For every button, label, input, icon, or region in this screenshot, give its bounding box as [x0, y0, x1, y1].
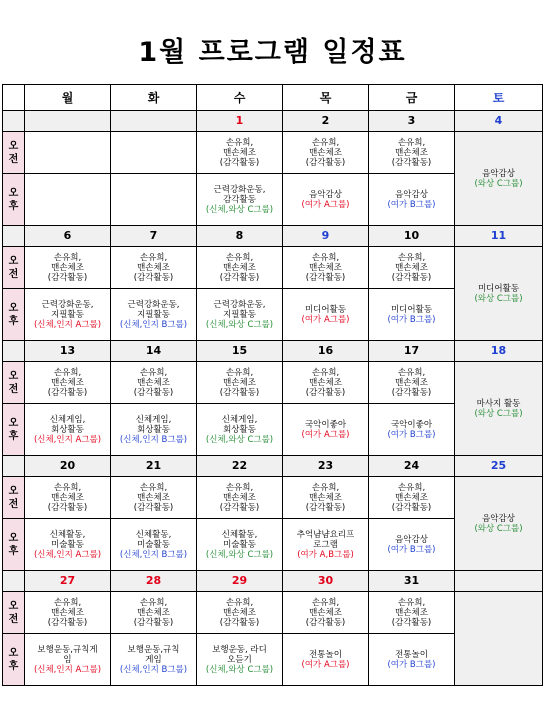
pm-activity-cell [283, 404, 369, 456]
activity-line: (감각활동) [219, 272, 260, 283]
am-activity-cell [111, 592, 197, 634]
activity-line: 음악감상 [395, 534, 428, 545]
am-activity-cell [111, 477, 197, 519]
am-activity-cell [197, 132, 283, 174]
time-label-char: 오 [8, 647, 19, 659]
activity-line: 손유희, [225, 597, 254, 608]
am-activity-cell [369, 132, 455, 174]
date-cell: 30 [283, 571, 369, 592]
time-label-char: 오 [8, 187, 19, 199]
activity-line: (감각활동) [391, 387, 432, 398]
am-row [3, 592, 543, 634]
group-label: (신체,와상 C그룹) [205, 434, 274, 445]
activity-line: (감각활동) [219, 157, 260, 168]
activity-line: 손유희, [225, 137, 254, 148]
empty-cell [455, 592, 543, 686]
time-label-char: 오 [8, 370, 19, 382]
activity-line: 신체활동, [221, 529, 258, 540]
activity-line: 맨손체조 [395, 492, 428, 503]
date-cell: 13 [25, 341, 111, 362]
am-activity-cell [369, 592, 455, 634]
date-label-cell [3, 571, 25, 592]
activity-line: 보행운동,규칙게 [37, 644, 98, 655]
activity-line: (감각활동) [219, 617, 260, 628]
date-cell: 31 [369, 571, 455, 592]
activity-line: 미디어활동 [390, 304, 433, 315]
activity-line: 맨손체조 [137, 377, 170, 388]
group-label: (신체,와상 C그룹) [205, 664, 274, 675]
activity-line: 손유희, [139, 252, 168, 263]
activity-line: 회상활동 [51, 424, 84, 435]
schedule-table [2, 84, 543, 686]
activity-line: 신체게임, [49, 414, 86, 425]
am-row [3, 132, 543, 174]
activity-line: 마사지 활동 [476, 398, 521, 409]
group-label: (여가 A그룹) [301, 429, 350, 440]
activity-line: 전통놀이 [309, 649, 342, 660]
pm-label [3, 174, 25, 226]
week-date-row [3, 111, 543, 132]
day-header: 월 [25, 85, 111, 111]
group-label: (여가 B그룹) [387, 429, 436, 440]
week-date-row [3, 341, 543, 362]
pm-activity-cell [111, 289, 197, 341]
activity-line: (감각활동) [391, 157, 432, 168]
group-label: (와상 C그룹) [474, 293, 523, 304]
time-label-char: 후 [8, 545, 19, 557]
activity-line: 맨손체조 [51, 607, 84, 618]
activity-line: 맨손체조 [309, 607, 342, 618]
group-label: (와상 C그룹) [474, 408, 523, 419]
week-date-row [3, 226, 543, 247]
activity-line: 게임 [145, 654, 162, 665]
activity-line: 손유희, [311, 597, 340, 608]
activity-line: 맨손체조 [309, 262, 342, 273]
date-label-cell [3, 226, 25, 247]
empty-cell [111, 174, 197, 226]
group-label: (여가 A그룹) [301, 659, 350, 670]
activity-line: 손유희, [225, 252, 254, 263]
week-date-row [3, 571, 543, 592]
date-label-cell [3, 341, 25, 362]
activity-line: 맨손체조 [51, 262, 84, 273]
am-label [3, 362, 25, 404]
activity-line: 손유희, [225, 482, 254, 493]
activity-line: (감각활동) [305, 157, 346, 168]
group-label: (여가 B그룹) [387, 544, 436, 555]
pm-activity-cell [111, 634, 197, 686]
activity-line: (감각활동) [391, 502, 432, 513]
group-label: (신체,인지 A그룹) [33, 319, 102, 330]
activity-line: 근력강화운동, [41, 299, 94, 310]
day-header: 목 [283, 85, 369, 111]
activity-line: 손유희, [311, 137, 340, 148]
am-row [3, 477, 543, 519]
pm-activity-cell [197, 634, 283, 686]
pm-activity-cell [25, 519, 111, 571]
am-activity-cell [111, 247, 197, 289]
activity-line: 임 [63, 654, 72, 665]
time-label-char: 전 [8, 268, 19, 280]
date-cell: 22 [197, 456, 283, 477]
am-row [3, 362, 543, 404]
am-label [3, 477, 25, 519]
pm-label [3, 404, 25, 456]
pm-activity-cell [369, 519, 455, 571]
activity-line: (감각활동) [219, 387, 260, 398]
activity-line: 손유희, [397, 367, 426, 378]
activity-line: 맨손체조 [395, 377, 428, 388]
activity-line: 손유희, [397, 137, 426, 148]
time-label-char: 후 [8, 430, 19, 442]
activity-line: (감각활동) [305, 617, 346, 628]
activity-line: (감각활동) [219, 502, 260, 513]
date-cell: 18 [455, 341, 543, 362]
date-cell: 16 [283, 341, 369, 362]
activity-line: 미술활동 [51, 539, 84, 550]
activity-line: (감각활동) [133, 502, 174, 513]
time-label-char: 후 [8, 315, 19, 327]
date-cell: 24 [369, 456, 455, 477]
pm-activity-cell [197, 519, 283, 571]
date-cell: 10 [369, 226, 455, 247]
activity-line: (감각활동) [305, 387, 346, 398]
activity-line: (감각활동) [391, 617, 432, 628]
saturday-activity-cell [455, 477, 543, 571]
time-label-char: 전 [8, 498, 19, 510]
date-label-cell [3, 111, 25, 132]
activity-line: 맨손체조 [137, 607, 170, 618]
page-title: 1월 프로그램 일정표 [138, 37, 407, 68]
activity-line: 맨손체조 [223, 377, 256, 388]
pm-activity-cell [111, 519, 197, 571]
date-cell [25, 111, 111, 132]
activity-line: 근력강화운동, [213, 299, 266, 310]
pm-activity-cell [25, 634, 111, 686]
group-label: (신체,와상 C그룹) [205, 204, 274, 215]
pm-label [3, 519, 25, 571]
pm-activity-cell [25, 404, 111, 456]
activity-line: (감각활동) [133, 272, 174, 283]
activity-line: 음악감상 [482, 513, 515, 524]
date-cell: 3 [369, 111, 455, 132]
activity-line: 맨손체조 [223, 262, 256, 273]
day-header: 토 [455, 85, 543, 111]
am-activity-cell [283, 247, 369, 289]
activity-line: (감각활동) [391, 272, 432, 283]
activity-line: 손유희, [139, 597, 168, 608]
date-cell: 9 [283, 226, 369, 247]
saturday-activity-cell [455, 132, 543, 226]
time-label-char: 오 [8, 485, 19, 497]
date-cell: 11 [455, 226, 543, 247]
activity-line: (감각활동) [133, 387, 174, 398]
activity-line: 미디어활동 [477, 283, 520, 294]
activity-line: 미술활동 [137, 539, 170, 550]
activity-line: 근력강화운동, [213, 184, 266, 195]
pm-activity-cell [25, 289, 111, 341]
activity-line: 추억냠냠요리프 [296, 529, 355, 540]
time-label-char: 오 [8, 417, 19, 429]
activity-line: 손유희, [311, 367, 340, 378]
activity-line: (감각활동) [47, 387, 88, 398]
date-cell: 25 [455, 456, 543, 477]
am-activity-cell [25, 477, 111, 519]
activity-line: 감각활동 [223, 194, 256, 205]
date-cell: 8 [197, 226, 283, 247]
empty-cell [25, 174, 111, 226]
saturday-activity-cell [455, 247, 543, 341]
pm-activity-cell [283, 519, 369, 571]
activity-line: 신체활동, [135, 529, 172, 540]
group-label: (여가 A,B그룹) [297, 549, 354, 560]
am-activity-cell [25, 592, 111, 634]
pm-activity-cell [283, 174, 369, 226]
activity-line: 근력강화운동, [127, 299, 180, 310]
group-label: (신체,인지 B그룹) [119, 664, 188, 675]
activity-line: (감각활동) [305, 502, 346, 513]
group-label: (신체,인지 A그룹) [33, 549, 102, 560]
activity-line: 손유희, [53, 252, 82, 263]
activity-line: 맨손체조 [309, 377, 342, 388]
activity-line: 맨손체조 [309, 147, 342, 158]
time-label-char: 후 [8, 660, 19, 672]
activity-line: 맨손체조 [395, 262, 428, 273]
date-cell: 14 [111, 341, 197, 362]
activity-line: 회상활동 [223, 424, 256, 435]
activity-line: (감각활동) [305, 272, 346, 283]
date-cell [111, 111, 197, 132]
date-cell: 7 [111, 226, 197, 247]
activity-line: 보행운동, 라디 [212, 644, 267, 655]
activity-line: (감각활동) [133, 617, 174, 628]
activity-line: 맨손체조 [395, 147, 428, 158]
time-label-char: 오 [8, 255, 19, 267]
activity-line: 국악이좋아 [304, 419, 347, 430]
activity-line: 맨손체조 [51, 377, 84, 388]
activity-line: 손유희, [53, 597, 82, 608]
date-label-cell [3, 456, 25, 477]
date-cell: 15 [197, 341, 283, 362]
activity-line: 신체게임, [135, 414, 172, 425]
activity-line: 미술활동 [223, 539, 256, 550]
activity-line: (감각활동) [47, 502, 88, 513]
activity-line: 손유희, [139, 367, 168, 378]
day-header: 수 [197, 85, 283, 111]
activity-line: 음악감상 [482, 168, 515, 179]
pm-activity-cell [283, 289, 369, 341]
time-label-char: 오 [8, 302, 19, 314]
activity-line: 맨손체조 [223, 492, 256, 503]
time-label-char: 후 [8, 200, 19, 212]
group-label: (여가 A그룹) [301, 314, 350, 325]
pm-activity-cell [111, 404, 197, 456]
group-label: (신체,와상 C그룹) [205, 549, 274, 560]
day-header: 화 [111, 85, 197, 111]
group-label: (신체,인지 B그룹) [119, 549, 188, 560]
group-label: (여가 A그룹) [301, 199, 350, 210]
group-label: (신체,인지 A그룹) [33, 664, 102, 675]
activity-line: 맨손체조 [223, 607, 256, 618]
am-label [3, 247, 25, 289]
activity-line: 지필활동 [137, 309, 170, 320]
am-activity-cell [283, 362, 369, 404]
activity-line: 손유희, [53, 482, 82, 493]
activity-line: 오듣기 [227, 654, 252, 665]
activity-line: 보행운동,규칙 [127, 644, 180, 655]
activity-line: 맨손체조 [309, 492, 342, 503]
activity-line: 국악이좋아 [390, 419, 433, 430]
date-cell: 27 [25, 571, 111, 592]
activity-line: 손유희, [311, 482, 340, 493]
pm-activity-cell [369, 404, 455, 456]
activity-line: 손유희, [397, 597, 426, 608]
am-activity-cell [369, 362, 455, 404]
time-label-char: 전 [8, 383, 19, 395]
activity-line: 전통놀이 [395, 649, 428, 660]
activity-line: 음악감상 [395, 189, 428, 200]
date-cell [455, 571, 543, 592]
activity-line: 맨손체조 [137, 262, 170, 273]
am-label [3, 132, 25, 174]
pm-activity-cell [369, 634, 455, 686]
pm-label [3, 634, 25, 686]
pm-activity-cell [197, 174, 283, 226]
am-activity-cell [25, 362, 111, 404]
activity-line: 손유희, [311, 252, 340, 263]
group-label: (와상 C그룹) [474, 178, 523, 189]
am-activity-cell [197, 362, 283, 404]
time-label-char: 전 [8, 613, 19, 625]
corner-cell [3, 85, 25, 111]
activity-line: 맨손체조 [395, 607, 428, 618]
activity-line: 손유희, [139, 482, 168, 493]
pm-activity-cell [283, 634, 369, 686]
time-label-char: 전 [8, 153, 19, 165]
activity-line: 신체게임, [221, 414, 258, 425]
date-cell: 17 [369, 341, 455, 362]
group-label: (여가 B그룹) [387, 199, 436, 210]
date-cell: 29 [197, 571, 283, 592]
date-cell: 6 [25, 226, 111, 247]
time-label-char: 오 [8, 600, 19, 612]
date-cell: 21 [111, 456, 197, 477]
date-cell: 20 [25, 456, 111, 477]
activity-line: (감각활동) [47, 617, 88, 628]
group-label: (여가 B그룹) [387, 659, 436, 670]
activity-line: 지필활동 [223, 309, 256, 320]
day-header-row [3, 85, 543, 111]
am-activity-cell [197, 592, 283, 634]
am-label [3, 592, 25, 634]
activity-line: 신체활동, [49, 529, 86, 540]
am-activity-cell [283, 132, 369, 174]
group-label: (와상 C그룹) [474, 523, 523, 534]
am-activity-cell [197, 247, 283, 289]
am-activity-cell [369, 477, 455, 519]
date-cell: 23 [283, 456, 369, 477]
group-label: (여가 B그룹) [387, 314, 436, 325]
activity-line: 손유희, [397, 482, 426, 493]
activity-line: 손유희, [53, 367, 82, 378]
am-activity-cell [111, 362, 197, 404]
pm-label [3, 289, 25, 341]
am-activity-cell [197, 477, 283, 519]
pm-activity-cell [369, 174, 455, 226]
activity-line: 맨손체조 [137, 492, 170, 503]
empty-cell [25, 132, 111, 174]
am-activity-cell [369, 247, 455, 289]
pm-activity-cell [197, 289, 283, 341]
pm-activity-cell [369, 289, 455, 341]
activity-line: 음악감상 [309, 189, 342, 200]
week-date-row [3, 456, 543, 477]
time-label-char: 오 [8, 140, 19, 152]
activity-line: 로그램 [313, 539, 338, 550]
activity-line: 회상활동 [137, 424, 170, 435]
activity-line: (감각활동) [47, 272, 88, 283]
activity-line: 손유희, [397, 252, 426, 263]
am-activity-cell [283, 477, 369, 519]
activity-line: 손유희, [225, 367, 254, 378]
group-label: (신체,인지 B그룹) [119, 319, 188, 330]
date-cell: 4 [455, 111, 543, 132]
date-cell: 1 [197, 111, 283, 132]
group-label: (신체,인지 A그룹) [33, 434, 102, 445]
group-label: (신체,와상 C그룹) [205, 319, 274, 330]
saturday-activity-cell [455, 362, 543, 456]
time-label-char: 오 [8, 532, 19, 544]
activity-line: 지필활동 [51, 309, 84, 320]
group-label: (신체,인지 B그룹) [119, 434, 188, 445]
empty-cell [111, 132, 197, 174]
activity-line: 미디어활동 [304, 304, 347, 315]
activity-line: 맨손체조 [51, 492, 84, 503]
date-cell: 2 [283, 111, 369, 132]
pm-activity-cell [197, 404, 283, 456]
am-activity-cell [283, 592, 369, 634]
day-header: 금 [369, 85, 455, 111]
am-row [3, 247, 543, 289]
am-activity-cell [25, 247, 111, 289]
date-cell: 28 [111, 571, 197, 592]
activity-line: 맨손체조 [223, 147, 256, 158]
